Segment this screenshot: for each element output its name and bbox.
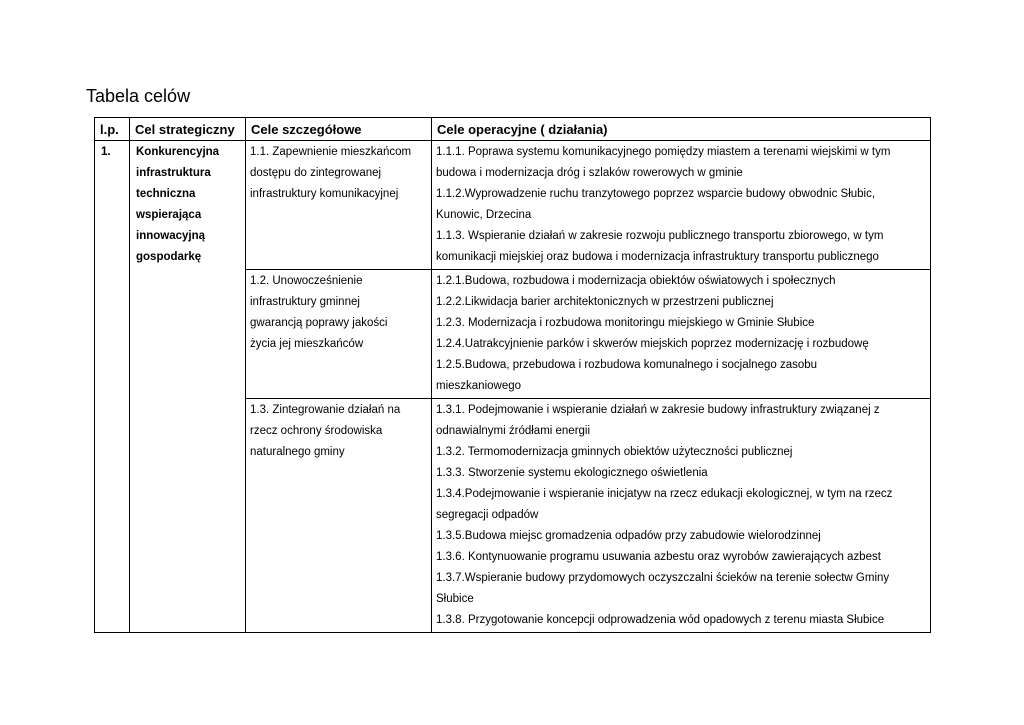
specific-goal-cell <box>246 270 432 399</box>
page-title: Tabela celów <box>86 86 191 106</box>
operational-goal-line: segregacji odpadów <box>436 509 539 521</box>
operational-goal-line: 1.3.2. Termomodernizacja gminnych obiektów użyteczności publicznej <box>436 446 793 458</box>
operational-goals-cell <box>432 270 931 399</box>
operational-goal-line: budowa i modernizacja dróg i szlaków rowerowych w gminie <box>436 167 743 179</box>
header-specific-goals: Cele szczegółowe <box>246 118 432 141</box>
operational-goals-cell <box>432 141 931 270</box>
operational-goal-line: Słubice <box>436 593 474 605</box>
strategic-goal-line: infrastruktura <box>136 167 211 179</box>
strategic-goal-line: gospodarkę <box>136 251 202 263</box>
operational-goal-line: 1.1.3. Wspieranie działań w zakresie rozwoju publicznego transportu zbiorowego, w tym <box>436 230 884 242</box>
specific-goal-line: gwarancją poprawy jakości <box>250 317 388 329</box>
header-strategic-goal: Cel strategiczny <box>130 118 246 141</box>
header-row <box>95 118 931 141</box>
operational-goal-line: Kunowic, Drzecina <box>436 209 532 221</box>
operational-goal-line: 1.2.1.Budowa, rozbudowa i modernizacja obiektów oświatowych i społecznych <box>436 275 836 287</box>
specific-goal-line: 1.1. Zapewnienie mieszkańcom <box>250 146 412 158</box>
operational-goal-line: 1.3.1. Podejmowanie i wspieranie działań w zakresie budowy infrastruktury związanej z <box>436 404 880 416</box>
strategic-goal-cell <box>130 141 246 633</box>
specific-goal-line: 1.2. Unowocześnienie <box>250 275 363 287</box>
operational-goal-line: 1.2.3. Modernizacja i rozbudowa monitoringu miejskiego w Gminie Słubice <box>436 317 815 329</box>
table-row <box>95 141 931 270</box>
operational-goal-line: 1.2.4.Uatrakcyjnienie parków i skwerów miejskich poprzez modernizację i rozbudowę <box>436 338 869 350</box>
row-number: 1. <box>95 141 130 633</box>
strategic-goal-line: innowacyjną <box>136 230 206 242</box>
operational-goal-line: 1.3.3. Stworzenie systemu ekologicznego oświetlenia <box>436 467 708 479</box>
table-body <box>95 141 931 633</box>
operational-goal-line: 1.3.8. Przygotowanie koncepcji odprowadzenia wód opadowych z terenu miasta Słubice <box>436 614 885 626</box>
specific-goal-cell <box>246 399 432 633</box>
strategic-goal-line: Konkurencyjna <box>136 146 220 158</box>
strategic-goal-line: wspierająca <box>136 209 202 221</box>
specific-goal-line: naturalnego gminy <box>250 446 345 458</box>
operational-goal-line: 1.1.2.Wyprowadzenie ruchu tranzytowego poprzez wsparcie budowy obwodnic Słubic, <box>436 188 876 200</box>
strategic-goal-line: techniczna <box>136 188 196 200</box>
operational-goal-line: odnawialnymi źródłami energii <box>436 425 591 437</box>
operational-goal-line: mieszkaniowego <box>436 380 522 392</box>
specific-goal-line: dostępu do zintegrowanej <box>250 167 382 179</box>
operational-goals-cell <box>432 399 931 633</box>
specific-goal-line: życia jej mieszkańców <box>250 338 364 350</box>
goals-table <box>94 117 931 633</box>
operational-goal-line: 1.3.7.Wspieranie budowy przydomowych oczyszczalni ścieków na terenie sołectw Gminy <box>436 572 890 584</box>
header-lp: l.p. <box>95 118 130 141</box>
specific-goal-line: infrastruktury gminnej <box>250 296 360 308</box>
specific-goal-cell <box>246 141 432 270</box>
header-operational-goals: Cele operacyjne ( działania) <box>432 118 931 141</box>
operational-goal-line: 1.3.4.Podejmowanie i wspieranie inicjatyw na rzecz edukacji ekologicznej, w tym na rzecz <box>436 488 893 500</box>
operational-goal-line: 1.3.6. Kontynuowanie programu usuwania azbestu oraz wyrobów zawierających azbest <box>436 551 881 563</box>
specific-goal-line: infrastruktury komunikacyjnej <box>250 188 399 200</box>
operational-goal-line: 1.2.5.Budowa, przebudowa i rozbudowa komunalnego i socjalnego zasobu <box>436 359 818 371</box>
specific-goal-line: rzecz ochrony środowiska <box>250 425 383 437</box>
operational-goal-line: 1.1.1. Poprawa systemu komunikacyjnego pomiędzy miastem a terenami wiejskimi w tym <box>436 146 891 158</box>
operational-goal-line: 1.3.5.Budowa miejsc gromadzenia odpadów przy zabudowie wielorodzinnej <box>436 530 821 542</box>
specific-goal-line: 1.3. Zintegrowanie działań na <box>250 404 401 416</box>
operational-goal-line: 1.2.2.Likwidacja barier architektonicznych w przestrzeni publicznej <box>436 296 774 308</box>
operational-goal-line: komunikacji miejskiej oraz budowa i modernizacja infrastruktury transportu publicznego <box>436 251 879 263</box>
